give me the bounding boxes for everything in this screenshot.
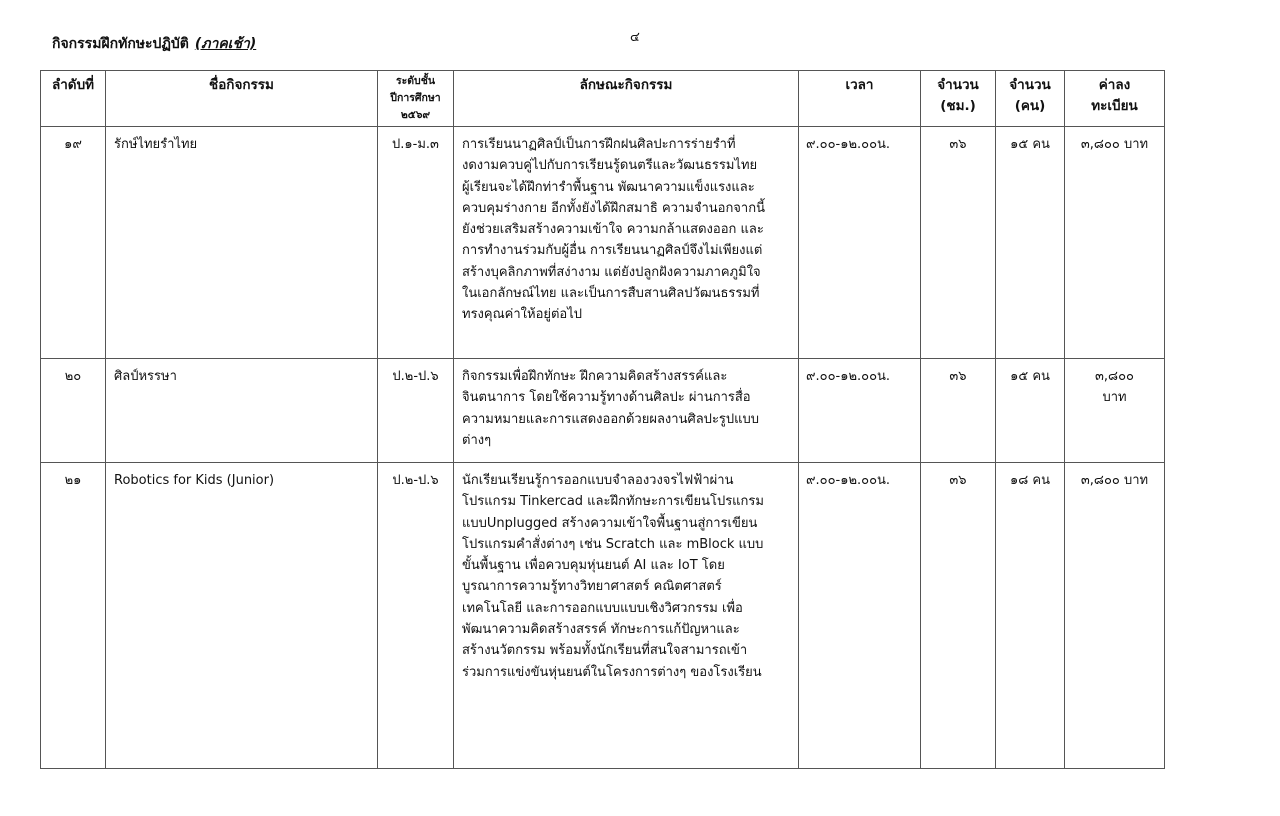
grade-level: ป.๑-ม.๓ <box>378 127 454 359</box>
table-row <box>41 359 1165 463</box>
registration-fee: ๓,๘๐๐ บาท <box>1065 127 1165 359</box>
page-number: ๔ <box>630 30 640 45</box>
header-level-line: ปีการศึกษา <box>390 92 441 104</box>
activity-time: ๙.๐๐-๑๒.๐๐น. <box>799 359 921 463</box>
description-line: ยังช่วยเสริมสร้างความเข้าใจ ความกล้าแสดงออก และ <box>462 222 764 238</box>
activity-hours: ๓๖ <box>921 463 996 769</box>
description-line: โปรแกรมคำสั่งต่างๆ เช่น Scratch และ mBlock แบบ <box>462 536 764 552</box>
description-line: พัฒนาความคิดสร้างสรรค์ ทักษะการแก้ปัญหาและ <box>462 622 740 638</box>
row-number: ๑๙ <box>41 127 106 359</box>
header-name: ชื่อกิจกรรม <box>106 71 378 127</box>
title-subtitle: (ภาคเช้า) <box>194 36 257 52</box>
header-no: ลำดับที่ <box>41 71 106 127</box>
activity-capacity: ๑๕ คน <box>996 359 1065 463</box>
header-description: ลักษณะกิจกรรม <box>454 71 799 127</box>
activity-description <box>454 127 799 359</box>
title-text: กิจกรรมฝึกทักษะปฏิบัติ <box>52 36 189 52</box>
description-line: กิจกรรมเพื่อฝึกทักษะ ฝึกความคิดสร้างสรรค์และ <box>462 369 728 384</box>
table-row <box>41 127 1165 359</box>
description-line: สร้างบุคลิกภาพที่สง่างาม แต่ยังปลูกฝังความภาคภูมิใจ <box>462 264 761 280</box>
description-line: จินตนาการ โดยใช้ความรู้ทางด้านศิลปะ ผ่านการสื่อ <box>462 390 751 406</box>
header-hours-line: จำนวน <box>937 77 979 93</box>
header-time: เวลา <box>799 71 921 127</box>
description-line: ความหมายและการแสดงออกด้วยผลงานศิลปะรูปแบบ <box>462 411 760 427</box>
fee-amount: ๓,๘๐๐ <box>1095 369 1134 384</box>
grade-level: ป.๒-ป.๖ <box>378 359 454 463</box>
header-people-line: จำนวน <box>1009 77 1051 93</box>
description-line: แบบUnplugged สร้างความเข้าใจพื้นฐานสู่การเขียน <box>462 515 758 531</box>
description-line: ร่วมการแข่งขันหุ่นยนต์ในโครงการต่างๆ ของโรงเรียน <box>462 664 762 680</box>
header-fee <box>1065 71 1165 127</box>
table-row <box>41 463 1165 769</box>
row-number: ๒๐ <box>41 359 106 463</box>
header-fee-line: ค่าลง <box>1098 77 1131 93</box>
row-number: ๒๑ <box>41 463 106 769</box>
description-line: การทำงานร่วมกับผู้อื่น การเรียนนาฏศิลป์จึงไม่เพียงแต่ <box>462 243 763 259</box>
description-line: บูรณาการความรู้ทางวิทยาศาสตร์ คณิตศาสตร์ <box>462 579 722 595</box>
description-line: สร้างนวัตกรรม พร้อมทั้งนักเรียนที่สนใจสามารถเข้า <box>462 643 748 659</box>
description-line: งดงามควบคู่ไปกับการเรียนรู้ดนตรีและวัฒนธรรมไทย <box>462 158 758 174</box>
activity-description <box>454 463 799 769</box>
header-level-line: ๒๕๖๙ <box>400 109 431 121</box>
header-hours-line: (ชม.) <box>940 98 976 115</box>
header-fee-line: ทะเบียน <box>1091 98 1138 115</box>
activity-description <box>454 359 799 463</box>
header-hours <box>921 71 996 127</box>
description-line: นักเรียนเรียนรู้การออกแบบจำลองวงจรไฟฟ้าผ่าน <box>462 473 734 488</box>
grade-level: ป.๒-ป.๖ <box>378 463 454 769</box>
header-people <box>996 71 1065 127</box>
header-level <box>378 71 454 127</box>
header-level-line: ระดับชั้น <box>395 75 436 87</box>
description-line: ในเอกลักษณ์ไทย และเป็นการสืบสานศิลปวัฒนธรรมที่ <box>462 286 760 302</box>
registration-fee <box>1065 359 1165 463</box>
activity-name: รักษ์ไทยรำไทย <box>106 127 378 359</box>
activity-hours: ๓๖ <box>921 127 996 359</box>
description-line: ควบคุมร่างกาย อีกทั้งยังได้ฝึกสมาธิ ความจำนอกจากนี้ <box>462 200 765 216</box>
fee-unit: บาท <box>1102 390 1127 406</box>
activity-name: Robotics for Kids (Junior) <box>106 463 378 769</box>
registration-fee: ๓,๘๐๐ บาท <box>1065 463 1165 769</box>
description-line: การเรียนนาฏศิลป์เป็นการฝึกฝนศิลปะการร่ายรำที่ <box>462 137 736 152</box>
description-line: ผู้เรียนจะได้ฝึกท่ารำพื้นฐาน พัฒนาความแข็งแรงและ <box>462 179 755 195</box>
activity-hours: ๓๖ <box>921 359 996 463</box>
activity-table <box>40 70 1165 769</box>
activity-capacity: ๑๕ คน <box>996 127 1065 359</box>
page-title <box>52 33 256 55</box>
activity-capacity: ๑๘ คน <box>996 463 1065 769</box>
activity-time: ๙.๐๐-๑๒.๐๐น. <box>799 463 921 769</box>
description-line: เทคโนโลยี และการออกแบบแบบเชิงวิศวกรรม เพื่อ <box>462 600 743 616</box>
header-row <box>41 71 1165 127</box>
description-line: ขั้นพื้นฐาน เพื่อควบคุมหุ่นยนต์ AI และ IoT โดย <box>462 558 725 574</box>
activity-time: ๙.๐๐-๑๒.๐๐น. <box>799 127 921 359</box>
description-line: ต่างๆ <box>462 432 492 448</box>
activity-name: ศิลป์หรรษา <box>106 359 378 463</box>
description-line: โปรแกรม Tinkercad และฝึกทักษะการเขียนโปรแกรม <box>462 494 764 510</box>
description-line: ทรงคุณค่าให้อยู่ต่อไป <box>462 307 583 323</box>
header-people-line: (คน) <box>1014 98 1046 115</box>
